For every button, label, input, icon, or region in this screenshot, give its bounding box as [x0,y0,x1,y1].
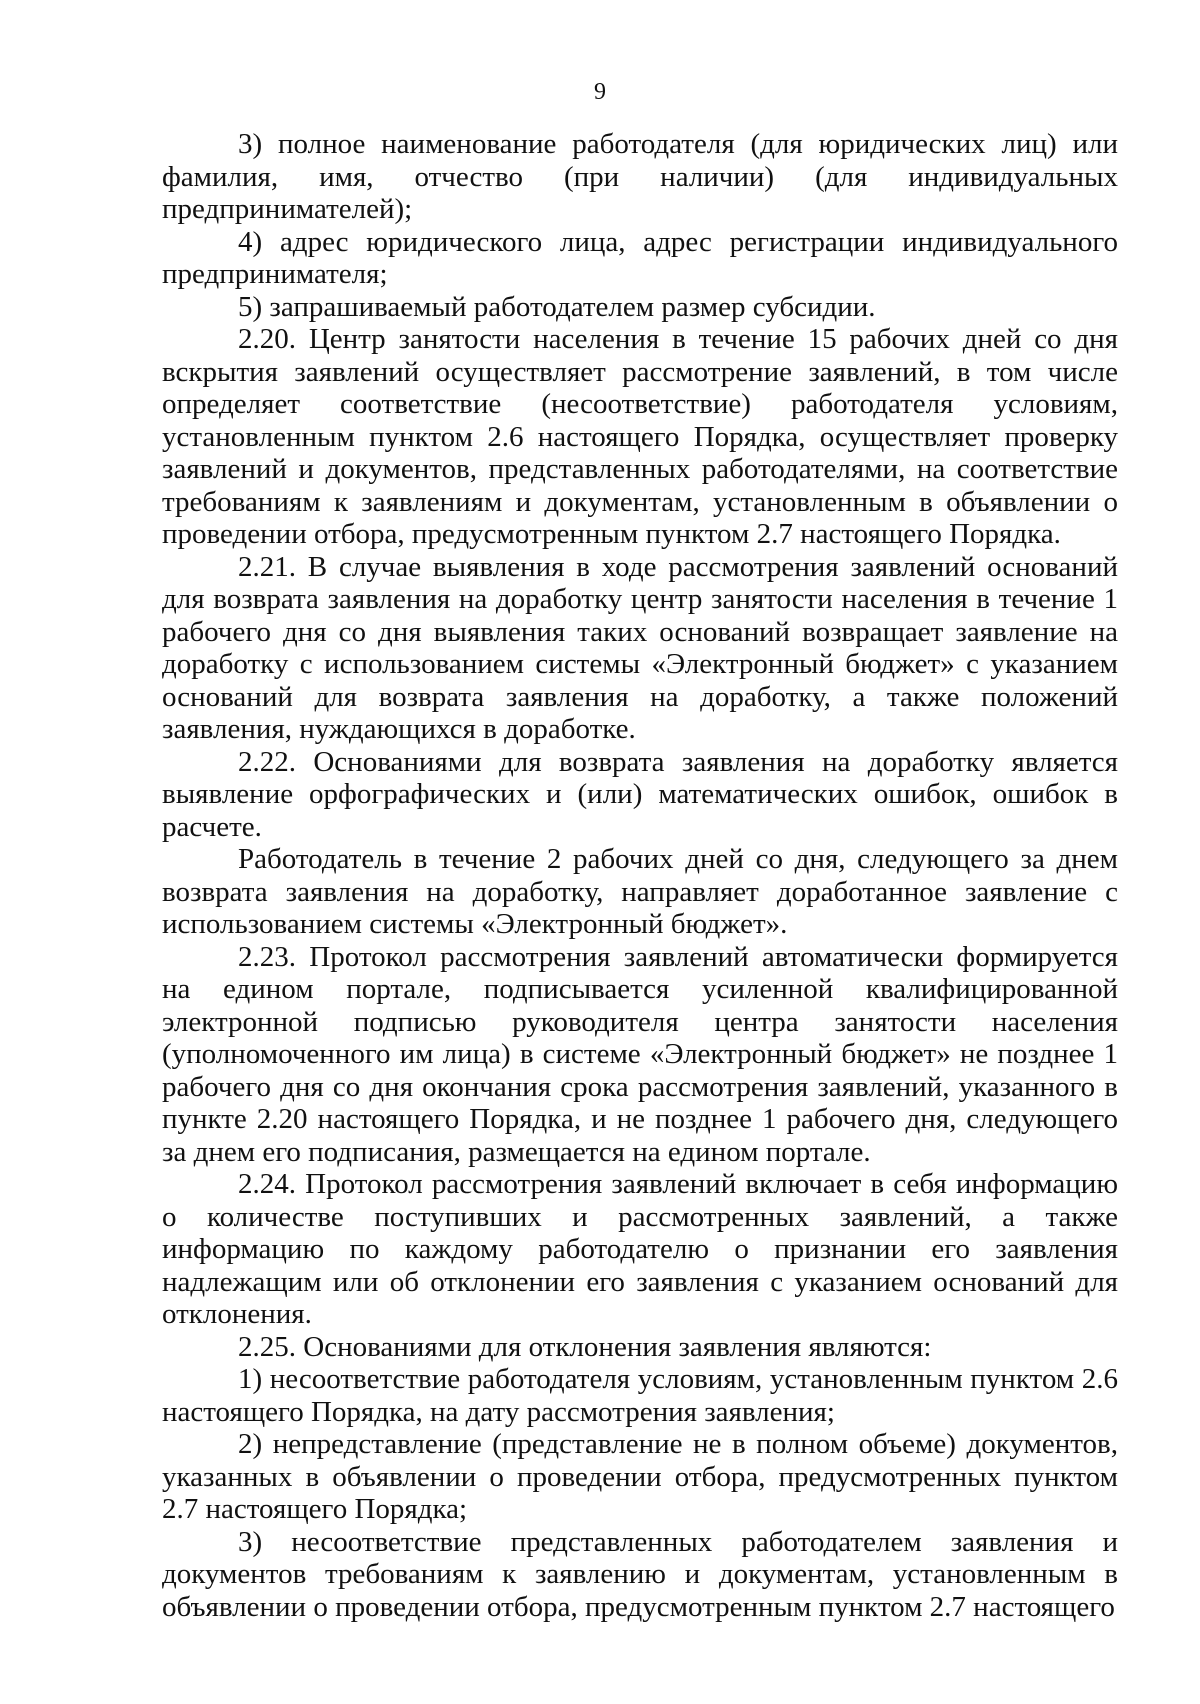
paragraph-employer-resubmission: Работодатель в течение 2 рабочих дней со дня, следующего за днем возврата заявления на доработку, направляет доработанное заявление с использованием системы «Электронный бюджет». [162,843,1118,940]
paragraph-2-23: 2.23. Протокол рассмотрения заявлений автоматически формируется на едином портале, подписывается усиленной квалифицированной электронной подписью руководителя центра занятости населения (уполномоченного им лица) в системе «Электронный бюджет» не позднее 1 рабочего дня со дня окончания срока рассмотрения заявлений, указанного в пункте 2.20 настоящего Порядка, и не позднее 1 рабочего дня, следующего за днем его подписания, размещается на едином портале. [162,940,1118,1168]
paragraph-2-20: 2.20. Центр занятости населения в течение 15 рабочих дней со дня вскрытия заявлений осуществляет рассмотрение заявлений, в том числе определяет соответствие (несоответствие) работодателя условиям, установленным пунктом 2.6 настоящего Порядка, осуществляет проверку заявлений и документов, представленных работодателями, на соответствие требованиям к заявлениям и документам, установленным в объявлении о проведении отбора, предусмотренным пунктом 2.7 настоящего Порядка. [162,323,1118,550]
paragraph-2-21: 2.21. В случае выявления в ходе рассмотрения заявлений оснований для возврата заявления на доработку центр занятости населения в течение 1 рабочего дня со дня выявления таких оснований возвращает заявление на доработку с использованием системы «Электронный бюджет» с указанием оснований для возврата заявления на доработку, а также положений заявления, нуждающихся в доработке. [162,550,1118,745]
paragraph-2-25: 2.25. Основаниями для отклонения заявления являются: [238,1330,932,1363]
paragraph-2-25-item-3: 3) несоответствие представленных работодателем заявления и документов требованиям к заявлению и документам, установленным в объявлении о проведении отбора, предусмотренным пунктом 2.7 настоящего [162,1525,1118,1623]
paragraph-2-25-item-1: 1) несоответствие работодателя условиям, установленным пунктом 2.6 настоящего Порядка, на дату рассмотрения заявления; [162,1363,1118,1428]
paragraph-item-5: 5) запрашиваемый работодателем размер субсидии. [238,290,876,323]
document-body [162,128,1118,1623]
paragraph-item-3: 3) полное наименование работодателя (для юридических лиц) или фамилия, имя, отчество (при наличии) (для индивидуальных предпринимателей); [162,128,1118,225]
page-number: 9 [594,79,606,105]
paragraph-item-4: 4) адрес юридического лица, адрес регистрации индивидуального предпринимателя; [162,225,1118,290]
paragraph-2-24: 2.24. Протокол рассмотрения заявлений включает в себя информацию о количестве поступивших и рассмотренных заявлений, а также информацию по каждому работодателю о признании его заявления надлежащим или об отклонении его заявления с указанием оснований для отклонения. [162,1168,1118,1330]
paragraph-2-22: 2.22. Основаниями для возврата заявления на доработку является выявление орфографических и (или) математических ошибок, ошибок в расчете. [162,745,1118,843]
paragraph-2-25-item-2: 2) непредставление (представление не в полном объеме) документов, указанных в объявлении о проведении отбора, предусмотренных пунктом 2.7 настоящего Порядка; [162,1428,1118,1525]
